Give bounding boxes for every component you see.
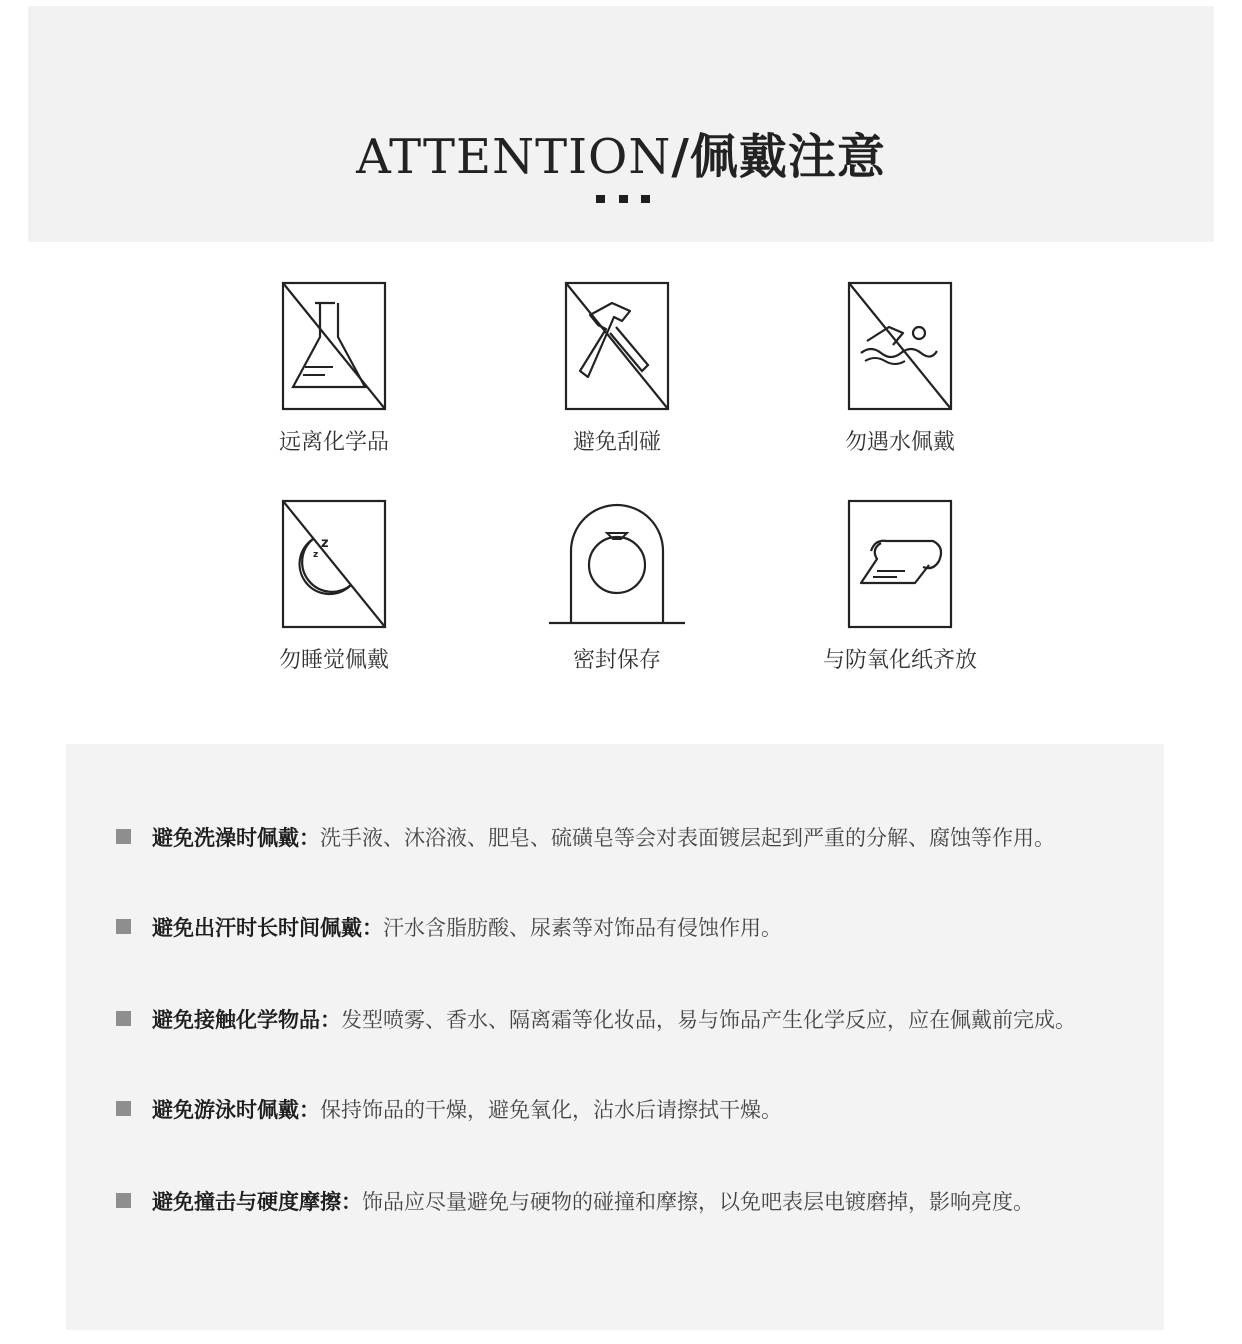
note-item	[116, 1006, 1106, 1034]
note-body: 洗手液、沐浴液、肥皂、硫磺皂等会对表面镀层起到严重的分解、腐蚀等作用。	[320, 826, 1055, 850]
bullet-square	[116, 919, 131, 934]
title-divider-dots	[596, 195, 650, 203]
icon-card-water	[770, 281, 1030, 456]
title-latin: ATTENTION	[356, 129, 672, 185]
icon-label: 与防氧化纸齐放	[822, 648, 977, 673]
note-heading: 避免撞击与硬度摩擦：	[152, 1190, 362, 1214]
note-body: 汗水含脂肪酸、尿素等对饰品有侵蚀作用。	[383, 916, 782, 940]
icon-card-chemicals	[204, 281, 464, 456]
swimmer-prohibited-icon	[847, 281, 953, 411]
svg-text:z: z	[321, 536, 329, 551]
note-item	[116, 914, 1106, 942]
note-heading: 避免接触化学物品：	[152, 1008, 341, 1032]
note-body: 保持饰品的干燥，避免氧化，沾水后请擦拭干燥。	[320, 1098, 782, 1122]
icon-label: 勿睡觉佩戴	[278, 648, 389, 673]
note-body: 发型喷雾、香水、隔离霜等化妆品，易与饰品产生化学反应，应在佩戴前完成。	[341, 1008, 1076, 1032]
title-cjk: /佩戴注意	[671, 129, 886, 185]
note-item	[116, 824, 1106, 852]
icon-label: 密封保存	[572, 648, 661, 673]
sleep-moon-prohibited-icon	[281, 499, 387, 629]
note-heading: 避免洗澡时佩戴：	[152, 826, 320, 850]
icon-card-sleep	[204, 499, 464, 674]
icon-label: 远离化学品	[278, 430, 389, 455]
note-item	[116, 1096, 1106, 1124]
icon-card-paper	[770, 499, 1030, 674]
icon-label: 避免刮碰	[572, 430, 661, 455]
page-title	[0, 118, 1242, 187]
bullet-square	[116, 1011, 131, 1026]
bullet-square	[116, 829, 131, 844]
icon-label: 勿遇水佩戴	[844, 430, 955, 455]
note-body: 饰品应尽量避免与硬物的碰撞和摩擦，以免吧表层电镀磨掉，影响亮度。	[362, 1190, 1034, 1214]
note-item	[116, 1188, 1106, 1216]
flask-prohibited-icon	[281, 281, 387, 411]
bullet-square	[116, 1101, 131, 1116]
bullet-square	[116, 1193, 131, 1208]
paper-roll-icon	[847, 499, 953, 629]
hammer-prohibited-icon	[564, 281, 670, 411]
svg-text:z: z	[313, 550, 319, 560]
note-heading: 避免出汗时长时间佩戴：	[152, 916, 383, 940]
icon-card-sealed	[487, 499, 747, 674]
ring-box-icon	[547, 499, 687, 629]
note-heading: 避免游泳时佩戴：	[152, 1098, 320, 1122]
icon-card-scratch	[487, 281, 747, 456]
